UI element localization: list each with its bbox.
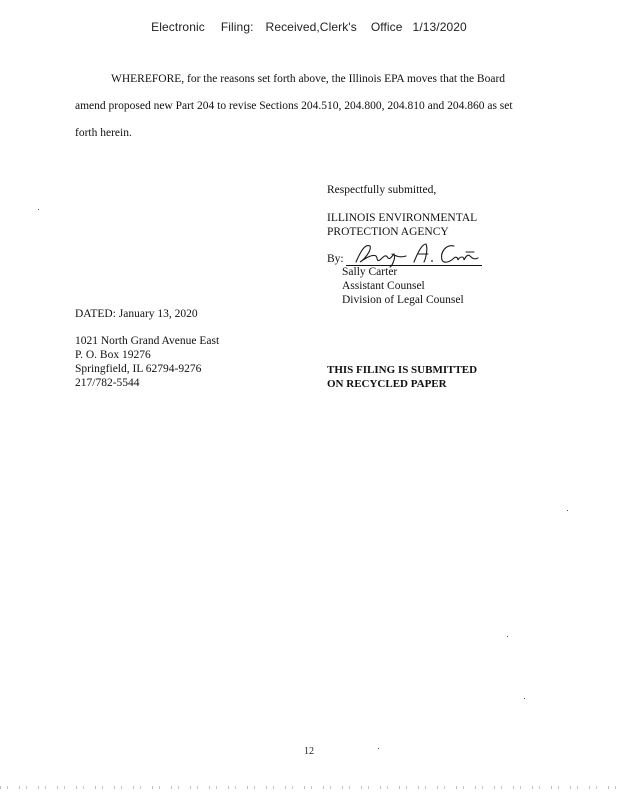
address-line-2: P. O. Box 19276 (75, 349, 151, 361)
scan-speck (507, 636, 508, 637)
address-line-4: 217/782-5544 (75, 377, 140, 389)
handwritten-signature (352, 238, 484, 268)
paragraph-line-3: forth herein. (75, 127, 132, 139)
signature-by (327, 252, 344, 266)
notice-line-2: ON RECYCLED PAPER (327, 378, 447, 390)
agency-name (327, 211, 527, 239)
by-label: By: (327, 253, 344, 265)
agency-line-2: PROTECTION AGENCY (327, 226, 449, 238)
address-line-3: Springfield, IL 62794-9276 (75, 363, 202, 375)
stamp-date: 1/13/2020 (412, 20, 467, 34)
agency-line-1: ILLINOIS ENVIRONMENTAL (327, 212, 478, 224)
paragraph-line-2: amend proposed new Part 204 to revise Sections 204.510, 204.800, 204.810 and 204.860 as set (75, 100, 513, 112)
recycled-paper-notice (327, 363, 477, 391)
scan-speck (38, 209, 39, 210)
stamp-electronic: Electronic (151, 20, 205, 34)
scan-speck (524, 698, 525, 699)
signer-title: Assistant Counsel (342, 280, 425, 292)
scan-speck (567, 510, 568, 511)
wherefore-paragraph (75, 66, 545, 147)
page-number: 12 (304, 746, 314, 757)
electronic-filing-stamp (0, 20, 618, 34)
notice-line-1: THIS FILING IS SUBMITTED (327, 364, 478, 376)
stamp-filing: Filing: (220, 20, 254, 34)
stamp-received: Received,Clerk's (265, 20, 357, 34)
stamp-office: Office (370, 20, 403, 34)
scan-speck (378, 748, 379, 749)
dated-line: DATED: January 13, 2020 (75, 308, 198, 320)
signer-block (342, 265, 464, 307)
respectfully-submitted: Respectfully submitted, (327, 184, 437, 196)
signer-name: Sally Carter (342, 266, 398, 278)
signer-division: Division of Legal Counsel (342, 294, 464, 306)
scan-noise-strip (0, 786, 618, 789)
address-line-1: 1021 North Grand Avenue East (75, 335, 220, 347)
agency-address (75, 334, 219, 390)
paragraph-line-1: WHEREFORE, for the reasons set forth above, the Illinois EPA moves that the Board (111, 73, 506, 85)
